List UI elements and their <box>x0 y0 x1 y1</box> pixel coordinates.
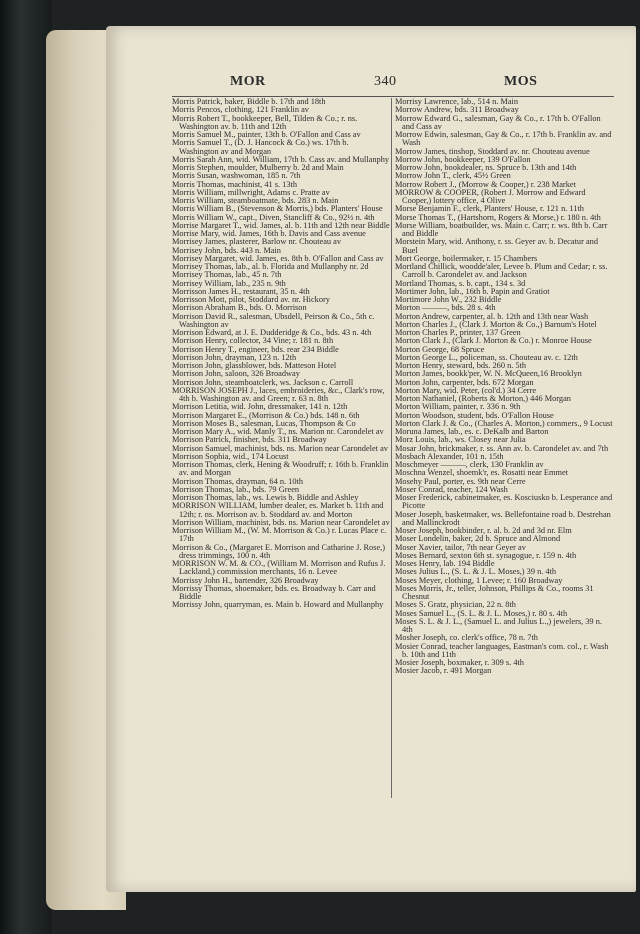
directory-entry: Mosier Conrad, teacher languages, Eastman's com. col., r. Wash b. 10th and 11th <box>395 641 609 659</box>
directory-entry: Morrisey Margaret, wid. James, es. 8th b. O'Fallon and Cass av <box>172 253 384 263</box>
directory-entry: Morris William, steamboatmate, bds. 283 n. Main <box>172 196 339 205</box>
directory-entry: Mosier Joseph, boxmaker, r. 309 s. 4th <box>395 658 524 667</box>
header-left-guide-word: MOR <box>230 74 266 89</box>
directory-entry: Morrison Thomas, drayman, 64 n. 10th <box>172 476 304 486</box>
left-column <box>172 98 390 610</box>
directory-entry: Mortimore John W., 232 Biddle <box>395 295 502 304</box>
directory-entry: Morrow Andrew, bds. 311 Broadway <box>395 105 519 115</box>
directory-entry: Morrow Robert J., (Morrow & Cooper,) r. 238 Market <box>395 179 576 189</box>
directory-entry: Morrison John, drayman, 123 n. 12th <box>172 352 297 362</box>
directory-entry: Morrison Moses B., salesman, Lucas, Thompson & Co <box>172 418 356 428</box>
directory-entry: Morris Sarah Ann, wid. William, 17th b. Cass av. and Mullanphy <box>172 154 390 164</box>
directory-entry: Morrison John, glassblower, bds. Matteson Hotel <box>172 361 337 370</box>
directory-entry: Morrison Samuel, machinist, bds. ns. Marion near Carondelet av <box>172 443 388 453</box>
directory-entry: Morris Robert T., bookkeeper, Bell, Tilden & Co.; r. ns. Washington av. b. 11th and 12th <box>172 113 358 131</box>
directory-entry: Mosehy Paul, porter, es. 9th near Cerre <box>395 476 526 486</box>
directory-entry: Morrisey Thomas, lab., 45 n. 7th <box>172 270 282 280</box>
directory-entry: Morton Andrew, carpenter, al. b. 12th and 13th near Wash <box>395 311 589 321</box>
directory-entry: Morrisey Thomas, lab., al. b. Florida and Mullanphy nr. 2d <box>172 262 369 271</box>
directory-entry: Morrow James, tinshop, Stoddard av. nr. Chouteau avenue <box>395 146 590 156</box>
directory-entry: Mortimer John, lab., 16th b. Papin and Gratiot <box>395 286 550 296</box>
directory-entry: Mosar John, brickmaker, r. ss. Ann av. b. Carondelet av. and 7th <box>395 443 609 453</box>
directory-entry: Morrissy John, quarryman, es. Main b. Howard and Mullanphy <box>172 600 384 610</box>
directory-entry: Morrison Edward, at J. E. Dudderidge & Co., bds. 43 n. 4th <box>172 328 372 337</box>
directory-entry: MORROW & COOPER, (Robert J. Morrow and Edward Cooper,) lottery office, 4 Olive <box>395 187 586 205</box>
directory-entry: Morton Henry, steward, bds. 260 n. 5th <box>395 361 527 370</box>
directory-entry: Morrow John, bookkeeper, 139 O'Fallon <box>395 154 531 164</box>
directory-entry: Morrison & Co., (Margaret E. Morrison and Catharine J. Rose,) dress trimmings, 100 n. 4th <box>172 542 386 560</box>
directory-entry: Morris Patrick, baker, Biddle b. 17th and 18th <box>172 97 326 106</box>
directory-entry: Morton James, bookk'per, W. N. McQueen,16 Brooklyn <box>395 369 582 379</box>
directory-entry: Moses S. L. & J. L., (Samuel L. and Julius L.,) jewelers, 39 n. 4th <box>395 616 602 634</box>
directory-entry: Morrow John T., clerk, 45½ Green <box>395 171 511 181</box>
directory-entry: Morris William W., capt., Diven, Stancliff & Co., 92½ n. 4th <box>172 212 375 222</box>
directory-entry: Morrisson Mott, pilot, Stoddard av. nr. Hickory <box>172 295 330 304</box>
directory-entry: Mosier Jacob, r. 491 Morgan <box>395 666 492 676</box>
directory-entry: Morton Woodson, student, bds. O'Fallon House <box>395 410 554 420</box>
directory-entry: Morton ———, bds. 28 s. 4th <box>395 303 496 313</box>
directory-entry: Moser Conrad, teacher, 124 Wash <box>395 484 508 494</box>
directory-entry: Morrison David R., salesman, Ubsdell, Peirson & Co., 5th c. Washington av <box>172 311 375 329</box>
directory-entry: Morris Samuel T., (D. J. Hancock & Co.) ws. 17th b. Washington av and Morgan <box>172 138 349 156</box>
directory-entry: Morton Nathaniel, (Roberts & Morton,) 446 Morgan <box>395 394 571 403</box>
directory-entry: Morrisey James, plasterer, Barlow nr. Chouteau av <box>172 237 342 247</box>
directory-entry: Morrison Thomas, lab., ws. Lewis b. Biddle and Ashley <box>172 493 359 502</box>
directory-entry: Morrison Letitia, wid. John, dressmaker, 141 n. 12th <box>172 402 348 412</box>
directory-entry: Moser Xavier, tailor, 7th near Geyer av <box>395 542 526 552</box>
directory-entry: Mortland Thomas, s. b. capt., 134 s. 3d <box>395 278 526 288</box>
directory-entry: Moschmeyer ———, clerk, 130 Franklin av <box>395 460 544 469</box>
directory-entry: Morrison Thomas, lab., bds. 79 Green <box>172 484 300 494</box>
directory-entry: Morrison Henry T., engineer, bds. rear 234 Biddle <box>172 344 339 354</box>
directory-entry: Morrison Mary A., wid. Manly T., ns. Marion nr. Carondelet av <box>172 427 384 436</box>
page-header <box>120 74 612 94</box>
directory-entry: Moses Bernard, sexton 6th st. synagogue, r. 159 n. 4th <box>395 550 577 560</box>
directory-entry: Moses Samuel L., (S. L. & J. L. Moses,) r. 80 s. 4th <box>395 608 568 618</box>
directory-entry: Morrison William, machinist, bds. ns. Marion near Carondelet av <box>172 517 390 527</box>
directory-entry: Morton Clark J., (Clark J. Morton & Co.) r. Monroe House <box>395 336 592 346</box>
directory-entry: Morz Louis, lab., ws. Closey near Julia <box>395 435 526 445</box>
directory-entry: Morris Thomas, machinist, 41 s. 13th <box>172 179 297 189</box>
directory-entry: Morrison Abraham B., bds. O. Morrison <box>172 303 307 313</box>
directory-entry: Morrisson James H., restaurant, 35 n. 4th <box>172 286 310 296</box>
directory-entry: Morrisey William, lab., 235 n. 9th <box>172 278 286 288</box>
directory-entry: Morrison Sophia, wid., 174 Locust <box>172 451 289 461</box>
directory-entry: Morrow Edward G., salesman, Gay & Co., r. 17th b. O'Fallon and Cass av <box>395 113 601 131</box>
directory-entry: Morse Benjamin F., clerk, Planters' House, r. 121 n. 11th <box>395 204 584 214</box>
directory-entry: Morris Susan, washwoman, 185 n. 7th <box>172 171 301 181</box>
directory-entry: Morris Stephen, moulder, Mulberry b. 2d and Main <box>172 163 344 172</box>
directory-entry: Morris Pencos, clothing, 121 Franklin av <box>172 105 309 115</box>
directory-entry: Morrison Henry, collector, 34 Vine; r. 181 n. 8th <box>172 336 334 346</box>
directory-entry: Morton Clark J. & Co., (Charles A. Morton,) commers., 9 Locust <box>395 418 613 428</box>
directory-entry: Morse William, boatbuilder, ws. Main c. Carr; r. ws. 8th b. Carr and Biddle <box>395 220 608 238</box>
directory-entry: Morton George L., policeman, ss. Chouteau av. c. 12th <box>395 352 578 362</box>
book-spine <box>0 0 52 934</box>
directory-entry: Morrisey John, bds. 443 n. Main <box>172 245 281 255</box>
directory-entry: Morrow Edwin, salesman, Gay & Co., r. 17th b. Franklin av. and Wash <box>395 130 612 148</box>
directory-entry: Morrissy Thomas, shoemaker, bds. es. Broadway b. Carr and Biddle <box>172 583 376 601</box>
directory-entry: Moser Londelin, baker, 2d b. Spruce and Almond <box>395 534 561 544</box>
directory-entry: MORRISON JOSEPH J., laces, embroideries, &c., Clark's row, 4th b. Washington av. and Green; r. 63 n. 8th <box>172 385 385 403</box>
directory-entry: Morrisy Lawrence, lab., 514 n. Main <box>395 97 519 106</box>
directory-entry: Morrison Margaret E., (Morrison & Co.) bds. 148 n. 6th <box>172 410 360 420</box>
directory-entry: Morton John, carpenter, bds. 672 Morgan <box>395 377 534 387</box>
directory-entry: Moses Morris, Jr., teller, Johnson, Phillips & Co., rooms 31 Chesnut <box>395 583 594 601</box>
directory-entry: Morrise Margaret T., wid. James, al. b. 11th and 12th near Biddle <box>172 220 390 230</box>
directory-entry: Moses Julius L., (S. L. & J. L. Moses,) 39 n. 4th <box>395 567 557 577</box>
directory-entry: MORRISON WILLIAM, lumber dealer, es. Market b. 11th and 12th; r. ns. Morrison av. b. Stoddard av. and Morton <box>172 501 384 519</box>
directory-entry: Moschna Wenzel, shoemk'r, es. Rosatti near Emmet <box>395 468 568 478</box>
directory-entry: Mortland Chillick, woodde'aler, Levee b. Plum and Cedar; r. ss. Carroll b. Carondelet av. and Jackson <box>395 262 608 280</box>
directory-entry: Morrow John, bookdealer, ns. Spruce b. 13th and 14th <box>395 163 577 172</box>
directory-entry: Moser Frederick, cabinetmaker, es. Kosciusko b. Lesperance and Picotte <box>395 493 613 511</box>
directory-entry: Morton William, painter, r. 336 n. 9th <box>395 402 521 412</box>
directory-entry: Morrison Thomas, clerk, Hening & Woodruff; r. 16th b. Franklin av. and Morgan <box>172 460 389 478</box>
right-column <box>395 98 613 676</box>
directory-entry: Morris Samuel M., painter, 13th b. O'Fallon and Cass av <box>172 130 361 139</box>
header-right-guide-word: MOS <box>504 74 538 89</box>
directory-entry: Mosher Joseph, co. clerk's office, 78 n. 7th <box>395 633 538 643</box>
directory-entry: Mosbach Alexander, 101 n. 15th <box>395 451 504 461</box>
directory-entry: Morton Mary, wid. Peter, (col'd.) 34 Cerre <box>395 385 537 395</box>
directory-entry: Moses S. Gratz, physician, 22 n. 8th <box>395 600 516 610</box>
directory-entry: Morris William, millwright, Adams c. Pratte av <box>172 187 330 197</box>
directory-entry: Morrise Mary, wid. James, 16th b. Davis and Cass avenue <box>172 229 366 238</box>
directory-entry: Morrissy John H., bartender, 326 Broadway <box>172 575 319 585</box>
directory-entry: Moser Joseph, basketmaker, ws. Bellefontaine road b. Destrehan and Mallinckrodt <box>395 509 611 527</box>
directory-entry: Morrison John, steamboatclerk, ws. Jackson c. Carroll <box>172 377 354 387</box>
directory-entry: Morris William B., (Stevenson & Morris,) bds. Planters' House <box>172 204 383 214</box>
directory-entry: Moser Joseph, bookbinder, r. al. b. 2d and 3d nr. Elm <box>395 526 572 535</box>
directory-entry: Morrison John, saloon, 326 Broadway <box>172 369 300 379</box>
directory-entry: Moses Henry, lab. 194 Biddle <box>395 559 495 568</box>
column-divider <box>391 98 392 798</box>
directory-entry: Morton George, 68 Spruce <box>395 344 485 354</box>
directory-entry: Morrison Patrick, finisher, bds. 311 Broadway <box>172 435 327 445</box>
directory-entry: Morton Charles J., (Clark J. Morton & Co.,) Barnum's Hotel <box>395 319 597 329</box>
directory-entry: MORRISON W. M. & CO., (William M. Morrison and Rufus J. Lackland,) commission merchants, 16 n. Levee <box>172 559 386 577</box>
page-number: 340 <box>374 74 397 89</box>
directory-entry: Morrison William M., (W. M. Morrison & Co.) r. Lucas Place c. 17th <box>172 526 387 544</box>
directory-entry: Mort George, boilermaker, r. 15 Chambers <box>395 253 538 263</box>
directory-entry: Moses Meyer, clothing, 1 Levee; r. 160 Broadway <box>395 575 563 585</box>
directory-entry: Morse Thomas T., (Hartshorn, Rogers & Morse,) r. 180 n. 4th <box>395 212 601 222</box>
directory-entry: Morton Charles P., printer, 137 Green <box>395 328 521 337</box>
directory-entry: Moruna James, lab., es. c. DeKalb and Barton <box>395 427 549 436</box>
directory-entry: Morstein Mary, wid. Anthony, r. ss. Geyer av. b. Decatur and Buel <box>395 237 598 255</box>
